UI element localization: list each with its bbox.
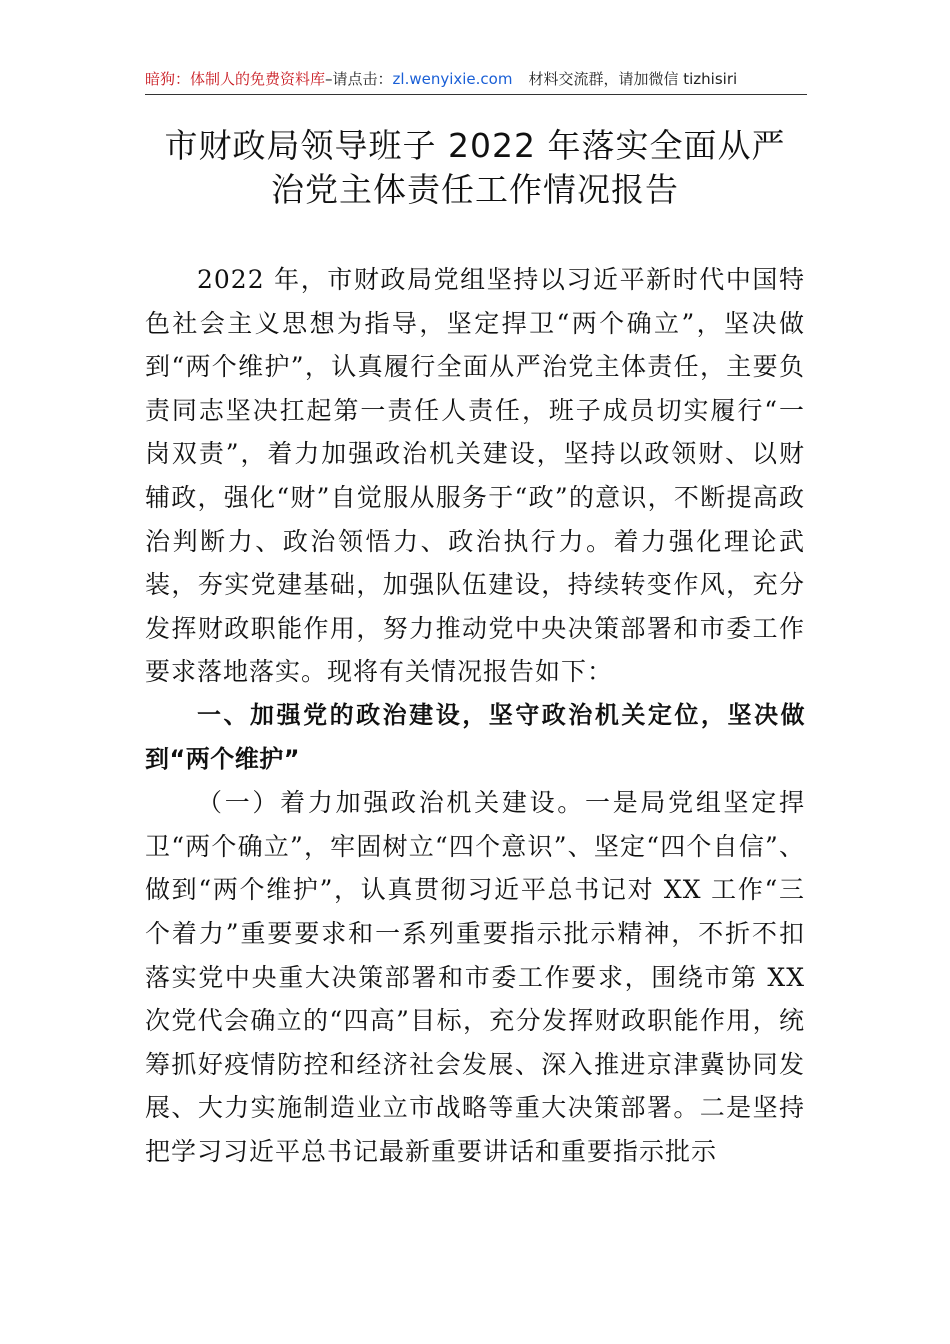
header-click-prompt: –请点击： xyxy=(325,70,393,88)
header-wechat-note: 材料交流群，请加微信 tizhisiri xyxy=(528,70,738,88)
title-line-2: 治党主体责任工作情况报告 xyxy=(271,170,679,209)
document-body xyxy=(145,258,805,1173)
document-title xyxy=(120,124,830,212)
section-1-paragraph-1: （一）着力加强政治机关建设。一是局党组坚定捍卫“两个确立”，牢固树立“四个意识”、坚定“四个自信”、做到“两个维护”，认真贯彻习近平总书记对 XX 工作“三个着力”重要要求和一系列重要指示批示精神，不折不扣落实党中央重大决策部署和市委工作要求，围绕市第 XX 次党代会确立的“四高”目标，充分发挥财政职能作用，统筹抓好疫情防控和经济社会发展、深入推进京津冀协同发展、大力实施制造业立市战略等重大决策部署。二是坚持把学习习近平总书记最新重要讲话和重要指示批示 xyxy=(145,788,805,1166)
header-url-link[interactable]: zl.wenyixie.com xyxy=(392,70,513,88)
section-1-heading: 一、加强党的政治建设，坚守政治机关定位，坚决做到“两个维护” xyxy=(145,700,805,773)
page-header xyxy=(145,66,807,92)
title-line-1: 市财政局领导班子 2022 年落实全面从严 xyxy=(164,126,786,165)
header-divider xyxy=(145,94,807,95)
intro-paragraph: 2022 年，市财政局党组坚持以习近平新时代中国特色社会主义思想为指导，坚定捍卫“两个确立”，坚决做到“两个维护”，认真履行全面从严治党主体责任，主要负责同志坚决扛起第一责任人责任，班子成员切实履行“一岗双责”，着力加强政治机关建设，坚持以政领财、以财辅政，强化“财”自觉服从服务于“政”的意识，不断提高政治判断力、政治领悟力、政治执行力。着力强化理论武装，夯实党建基础，加强队伍建设，持续转变作风，充分发挥财政职能作用，努力推动党中央决策部署和市委工作要求落地落实。现将有关情况报告如下： xyxy=(145,265,805,687)
header-brand: 暗狗：体制人的免费资料库 xyxy=(145,70,326,88)
